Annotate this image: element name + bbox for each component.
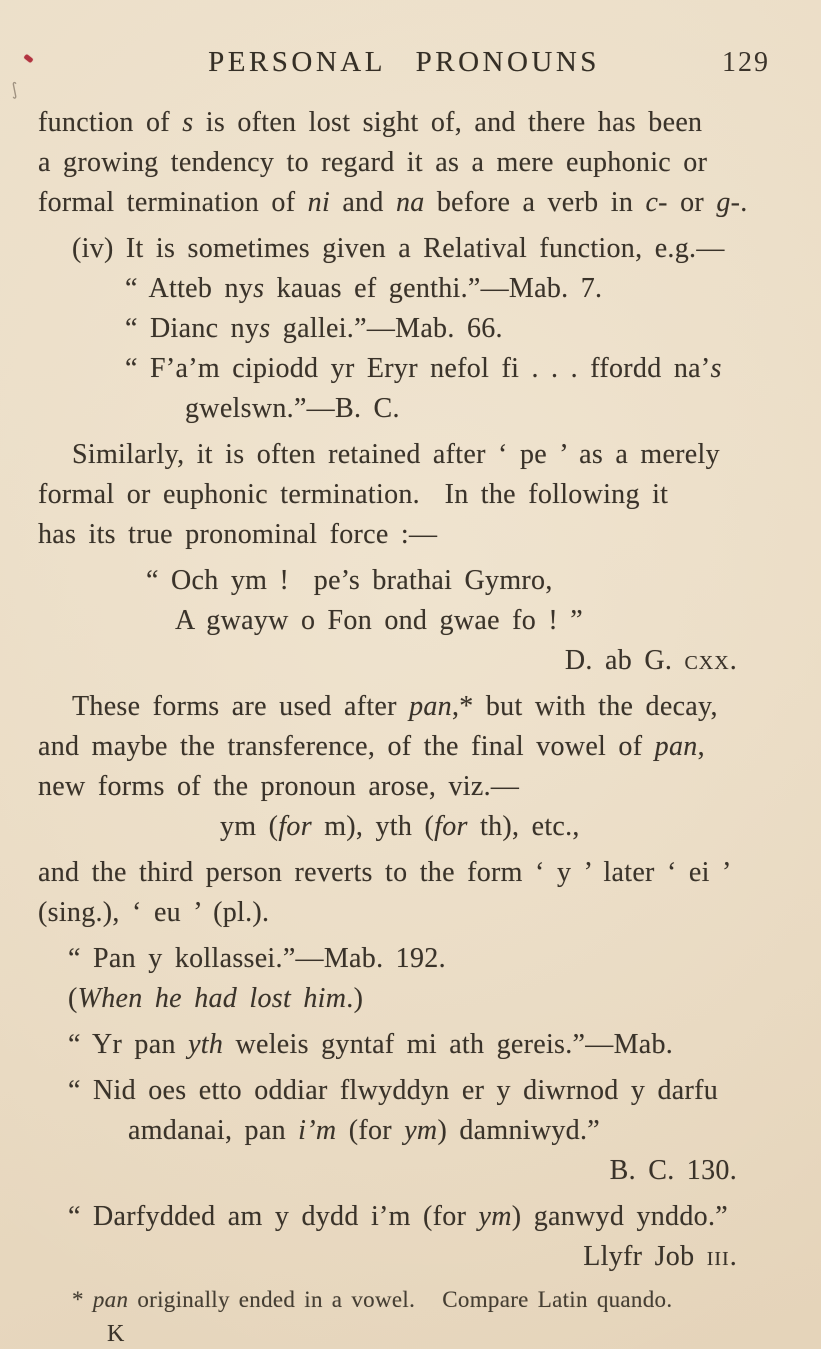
text-line: B. C. 130. xyxy=(609,1155,737,1186)
red-ink-mark xyxy=(23,54,33,63)
text-line: function of s is often lost sight of, and there has been xyxy=(38,107,703,138)
text-line: amdanai, pan i’m (for ym) damniwyd.” xyxy=(128,1115,600,1146)
text-line: formal termination of ni and na before a verb in c- or g-. xyxy=(38,187,748,218)
text-line: “ Yr pan yth weleis gyntaf mi ath gereis.”—Mab. xyxy=(68,1029,674,1060)
text-line: “ Atteb nys kauas ef genthi.”—Mab. 7. xyxy=(125,273,603,304)
text-line: Llyfr Job iii. xyxy=(583,1241,737,1272)
text-line: These forms are used after pan,* but with the decay, xyxy=(72,691,718,722)
text-block xyxy=(38,45,770,1349)
page-header xyxy=(38,45,770,79)
text-line: A gwayw o Fon ond gwae fo ! ” xyxy=(175,605,583,636)
text-line: “ Och ym ! pe’s brathai Gymro, xyxy=(146,565,553,596)
text-line: ym (for m), yth (for th), etc., xyxy=(220,811,580,842)
text-line: Similarly, it is often retained after ‘ pe ’ as a merely xyxy=(72,439,720,470)
text-line: “ Dianc nys gallei.”—Mab. 66. xyxy=(125,313,503,344)
text-line: a growing tendency to regard it as a mere euphonic or xyxy=(38,147,708,178)
text-line: and maybe the transference, of the final vowel of pan, xyxy=(38,731,705,762)
text-line: formal or euphonic termination. In the following it xyxy=(38,479,669,510)
text-line: new forms of the pronoun arose, viz.— xyxy=(38,771,520,802)
text-line: “ Darfydded am y dydd i’m (for ym) ganwyd ynddo.” xyxy=(68,1201,728,1232)
footnote: * pan originally ended in a vowel. Compare Latin quando. xyxy=(72,1287,673,1312)
text-line: “ Nid oes etto oddiar flwyddyn er y diwrnod y darfu xyxy=(68,1075,719,1106)
signature-mark: K xyxy=(107,1321,125,1347)
text-line: and the third person reverts to the form ‘ y ’ later ‘ ei ’ xyxy=(38,857,732,888)
pencil-mark: ∫ xyxy=(7,79,22,101)
text-line: (iv) It is sometimes given a Relatival function, e.g.— xyxy=(72,233,725,264)
page-title: PERSONAL PRONOUNS xyxy=(208,46,600,78)
body-lines xyxy=(38,103,770,1349)
text-line: has its true pronominal force :— xyxy=(38,519,438,550)
text-line: “ Pan y kollassei.”—Mab. 192. xyxy=(68,943,446,974)
page-number: 129 xyxy=(722,47,770,78)
text-line: “ F’a’m cipiodd yr Eryr nefol fi . . . ffordd na’s xyxy=(125,353,722,384)
text-line: (When he had lost him.) xyxy=(68,983,364,1014)
text-line: (sing.), ‘ eu ’ (pl.). xyxy=(38,897,270,928)
text-line: D. ab G. cxx. xyxy=(564,645,737,676)
text-line: gwelswn.”—B. C. xyxy=(185,393,400,424)
